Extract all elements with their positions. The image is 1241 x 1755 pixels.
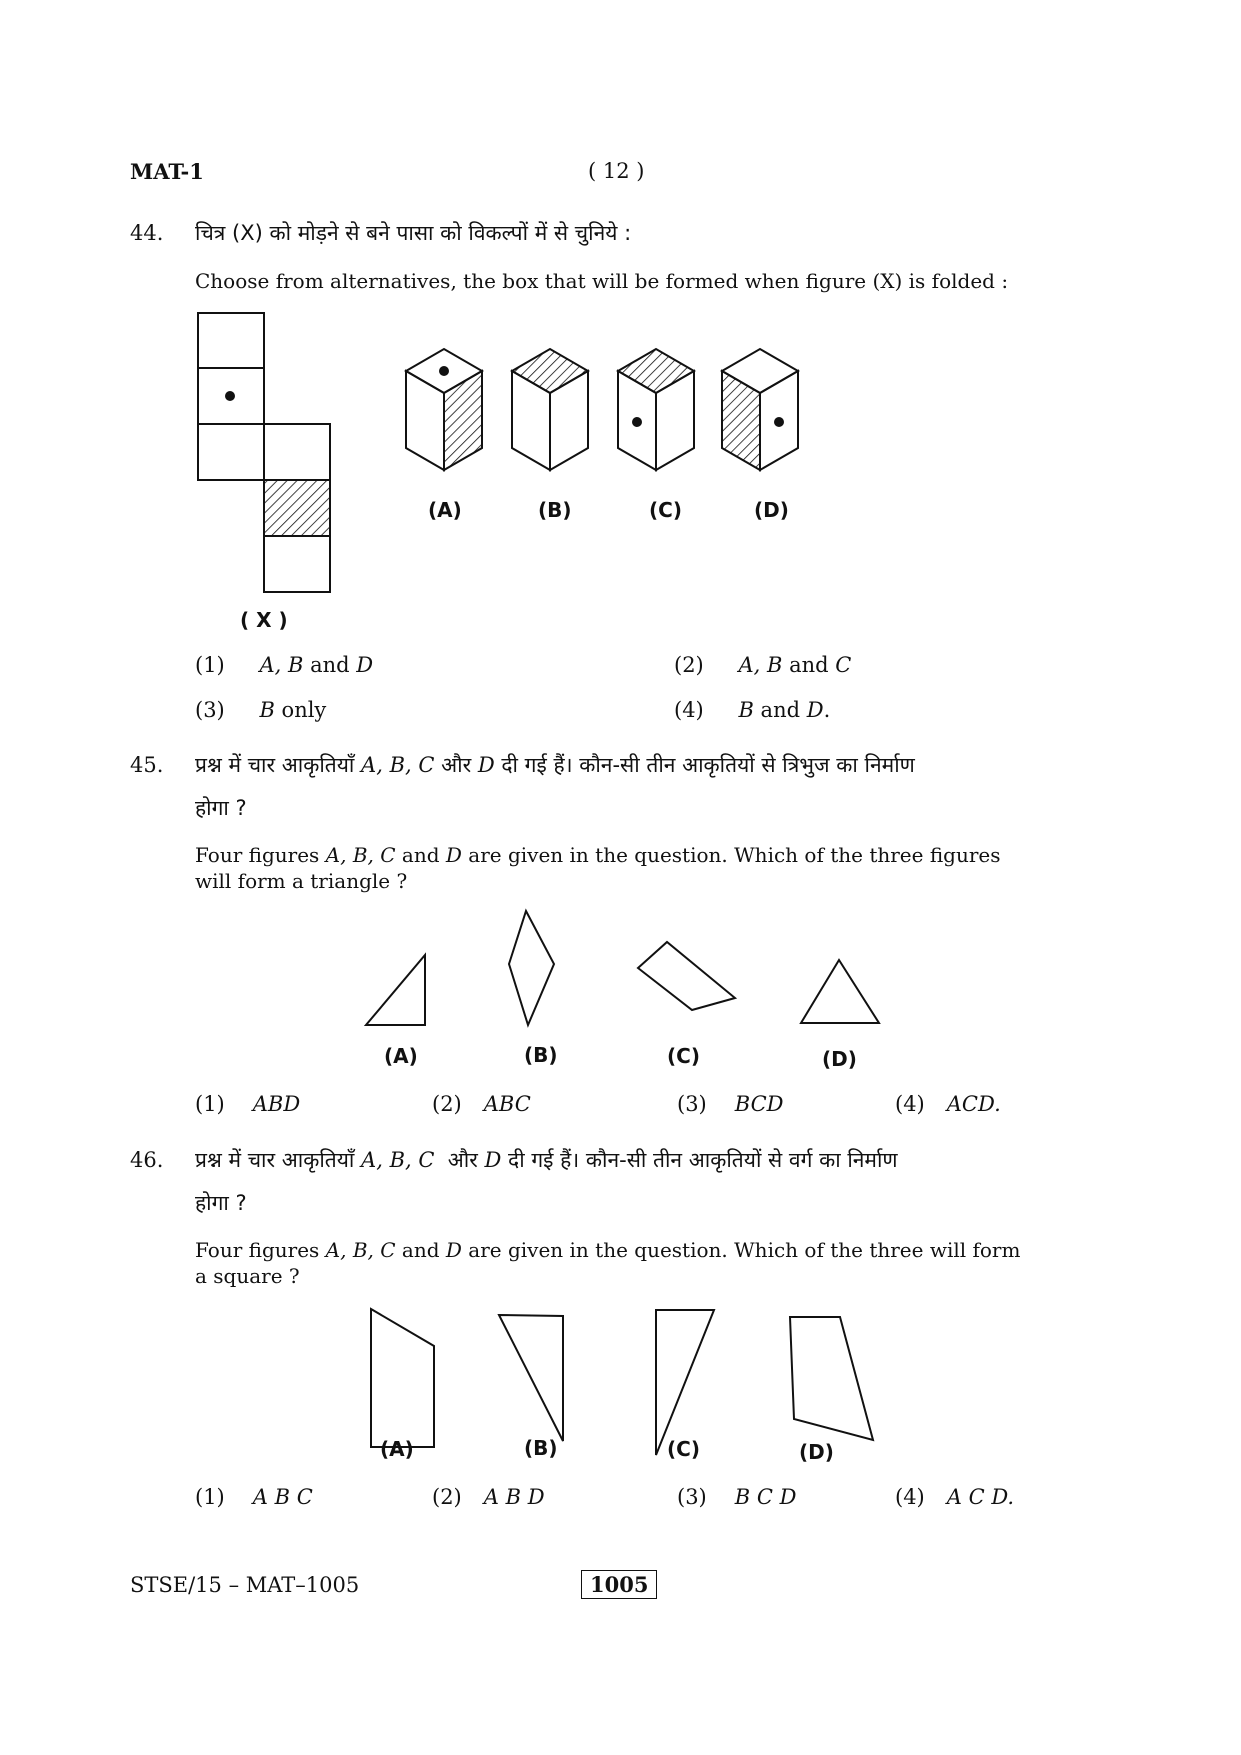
q45-label-a: (A) — [384, 1044, 418, 1068]
q46-figures — [360, 1300, 880, 1460]
paper-code: MAT-1 — [130, 159, 204, 184]
q44-label-a: (A) — [428, 498, 462, 522]
cube-b — [512, 349, 588, 470]
q46-label-b: (B) — [524, 1436, 558, 1460]
q46-label-a: (A) — [380, 1437, 414, 1461]
q46-option-3[interactable]: (3) B C D — [677, 1485, 797, 1509]
cube-c — [618, 349, 694, 470]
q45-option-4[interactable]: (4) ACD. — [895, 1092, 1001, 1116]
q45-number: 45. — [130, 753, 164, 777]
q45-option-3[interactable]: (3) BCD — [677, 1092, 784, 1116]
footer-page-box: 1005 — [581, 1570, 657, 1599]
q44-option-2[interactable]: (2) A, B and C — [674, 653, 852, 677]
q45-label-c: (C) — [667, 1044, 700, 1068]
q46-option-1[interactable]: (1) A B C — [195, 1485, 313, 1509]
cube-a — [406, 349, 482, 470]
q46-english-line1: Four figures A, B, C and D are given in the question. Which of the three will form — [195, 1238, 1021, 1262]
net-x — [198, 313, 330, 592]
q46-label-d: (D) — [799, 1440, 834, 1464]
q44-fig-x-label: ( X ) — [240, 608, 288, 632]
q45-fig-d — [801, 960, 879, 1023]
q46-fig-a — [371, 1309, 434, 1447]
q44-label-b: (B) — [538, 498, 572, 522]
footer-code: STSE/15 – MAT–1005 — [130, 1573, 360, 1597]
q44-hindi: चित्र (X) को मोड़ने से बने पासा को विकल्पों में से चुनिये : — [195, 221, 632, 245]
q45-fig-b — [509, 911, 554, 1025]
q44-option-3[interactable]: (3) B only — [195, 698, 327, 722]
q45-fig-c — [638, 942, 735, 1010]
q45-label-d: (D) — [822, 1047, 857, 1071]
q46-hindi-line2: होगा ? — [195, 1191, 247, 1215]
q44-english: Choose from alternatives, the box that will be formed when figure (X) is folded : — [195, 269, 1009, 293]
page-number: ( 12 ) — [588, 159, 645, 183]
q45-option-1[interactable]: (1) ABD — [195, 1092, 301, 1116]
q45-fig-a — [366, 955, 425, 1025]
q46-fig-b — [499, 1315, 563, 1441]
q45-option-2[interactable]: (2) ABC — [432, 1092, 531, 1116]
q45-label-b: (B) — [524, 1043, 558, 1067]
q45-english-line2: will form a triangle ? — [195, 869, 408, 893]
q46-english-line2: a square ? — [195, 1264, 300, 1288]
q44-label-d: (D) — [754, 498, 789, 522]
q45-hindi-line1: प्रश्न में चार आकृतियाँ A, B, C और D दी गई हैं। कौन-सी तीन आकृतियों से त्रिभुज का निर्माण — [195, 753, 915, 777]
q45-figures — [360, 905, 880, 1035]
q46-number: 46. — [130, 1148, 164, 1172]
cube-d — [722, 349, 798, 470]
q46-option-2[interactable]: (2) A B D — [432, 1485, 545, 1509]
q45-hindi-line2: होगा ? — [195, 796, 247, 820]
q44-option-1[interactable]: (1) A, B and D — [195, 653, 374, 677]
q46-label-c: (C) — [667, 1437, 700, 1461]
q44-figures — [180, 300, 840, 640]
q46-hindi-line1: प्रश्न में चार आकृतियाँ A, B, C और D दी गई हैं। कौन-सी तीन आकृतियों से वर्ग का निर्माण — [195, 1148, 898, 1172]
q44-option-4[interactable]: (4) B and D. — [674, 698, 831, 722]
q46-option-4[interactable]: (4) A C D. — [895, 1485, 1015, 1509]
q46-fig-d — [790, 1317, 873, 1440]
q45-english-line1: Four figures A, B, C and D are given in the question. Which of the three figures — [195, 843, 1001, 867]
q44-number: 44. — [130, 221, 164, 245]
q46-fig-c — [656, 1310, 714, 1455]
q44-label-c: (C) — [649, 498, 682, 522]
